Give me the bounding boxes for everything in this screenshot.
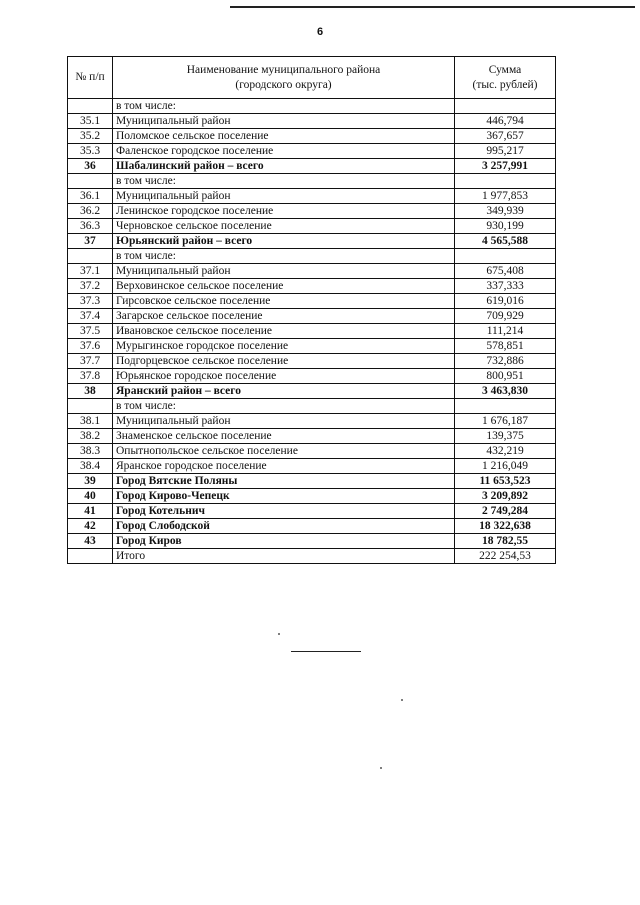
row-sum: [455, 174, 556, 189]
row-number: 37.5: [68, 324, 113, 339]
row-sum: 995,217: [455, 144, 556, 159]
row-sum: 18 782,55: [455, 534, 556, 549]
row-name: Юрьянское городское поселение: [113, 369, 455, 384]
row-sum: 578,851: [455, 339, 556, 354]
row-sum: [455, 399, 556, 414]
row-sum: 367,657: [455, 129, 556, 144]
table-row: [68, 99, 556, 114]
row-name: Город Котельнич: [113, 504, 455, 519]
table-row: [68, 369, 556, 384]
row-sum: 3 463,830: [455, 384, 556, 399]
row-number: [68, 249, 113, 264]
scan-speck: [401, 699, 403, 701]
row-name: Опытнопольское сельское поселение: [113, 444, 455, 459]
table-row: [68, 309, 556, 324]
row-name: в том числе:: [113, 174, 455, 189]
table-row: [68, 159, 556, 174]
row-number: 37.8: [68, 369, 113, 384]
table-row: [68, 534, 556, 549]
header-sum-line1: Сумма: [488, 63, 522, 76]
row-sum: 1 216,049: [455, 459, 556, 474]
table-row: [68, 174, 556, 189]
row-number: 37.4: [68, 309, 113, 324]
row-sum: 139,375: [455, 429, 556, 444]
row-sum: 111,214: [455, 324, 556, 339]
row-number: 36.1: [68, 189, 113, 204]
table-row: [68, 429, 556, 444]
row-name: Город Киров: [113, 534, 455, 549]
table-row: [68, 504, 556, 519]
table-row: [68, 189, 556, 204]
row-number: 37.3: [68, 294, 113, 309]
row-sum: 11 653,523: [455, 474, 556, 489]
row-name: Яранский район – всего: [113, 384, 455, 399]
budget-table: [67, 56, 556, 564]
header-sum-line2: (тыс. рублей): [472, 78, 538, 91]
row-number: 35.1: [68, 114, 113, 129]
row-number: 36.3: [68, 219, 113, 234]
table-row: [68, 489, 556, 504]
row-sum: [455, 99, 556, 114]
row-sum: [455, 249, 556, 264]
row-name: Город Слободской: [113, 519, 455, 534]
row-name: в том числе:: [113, 99, 455, 114]
header-name: [113, 57, 455, 99]
row-name: Поломское сельское поселение: [113, 129, 455, 144]
table-row: [68, 234, 556, 249]
row-name: Итого: [113, 549, 455, 564]
table-row: [68, 474, 556, 489]
row-number: 40: [68, 489, 113, 504]
row-sum: 4 565,588: [455, 234, 556, 249]
table-row: [68, 219, 556, 234]
row-number: 38.4: [68, 459, 113, 474]
row-name: в том числе:: [113, 249, 455, 264]
row-sum: 675,408: [455, 264, 556, 279]
row-name: Город Вятские Поляны: [113, 474, 455, 489]
scan-speck: [278, 633, 280, 635]
page-number: 6: [316, 26, 324, 38]
row-number: [68, 174, 113, 189]
row-name: Город Кирово-Чепецк: [113, 489, 455, 504]
row-name: Ленинское городское поселение: [113, 204, 455, 219]
row-sum: 2 749,284: [455, 504, 556, 519]
row-number: [68, 399, 113, 414]
row-name: Знаменское сельское поселение: [113, 429, 455, 444]
row-name: Черновское сельское поселение: [113, 219, 455, 234]
row-name: Муниципальный район: [113, 264, 455, 279]
row-number: 36: [68, 159, 113, 174]
table-row: [68, 324, 556, 339]
table-row: [68, 459, 556, 474]
table-row: [68, 204, 556, 219]
table-body: [68, 99, 556, 564]
row-sum: 619,016: [455, 294, 556, 309]
row-sum: 1 977,853: [455, 189, 556, 204]
row-sum: 3 257,991: [455, 159, 556, 174]
row-sum: 1 676,187: [455, 414, 556, 429]
table-row: [68, 294, 556, 309]
row-sum: 222 254,53: [455, 549, 556, 564]
row-number: 37.2: [68, 279, 113, 294]
row-sum: 732,886: [455, 354, 556, 369]
table-row: [68, 384, 556, 399]
row-number: 37: [68, 234, 113, 249]
row-number: 42: [68, 519, 113, 534]
table-row: [68, 129, 556, 144]
row-name: Фаленское городское поселение: [113, 144, 455, 159]
header-num-label: № п/п: [75, 71, 105, 83]
table-row: [68, 249, 556, 264]
row-number: 38.1: [68, 414, 113, 429]
row-name: Юрьянский район – всего: [113, 234, 455, 249]
header-name-line1: Наименование муниципального района: [186, 63, 381, 76]
table-row: [68, 144, 556, 159]
closing-rule: [291, 651, 361, 652]
table-row: [68, 114, 556, 129]
table-row: [68, 399, 556, 414]
table-row: [68, 414, 556, 429]
row-sum: 432,219: [455, 444, 556, 459]
row-number: 37.1: [68, 264, 113, 279]
row-number: 35.2: [68, 129, 113, 144]
row-name: Подгорцевское сельское поселение: [113, 354, 455, 369]
table-row: [68, 519, 556, 534]
row-name: Ивановское сельское поселение: [113, 324, 455, 339]
table-row: [68, 354, 556, 369]
row-name: Гирсовское сельское поселение: [113, 294, 455, 309]
row-name: Яранское городское поселение: [113, 459, 455, 474]
row-sum: 3 209,892: [455, 489, 556, 504]
row-name: Шабалинский район – всего: [113, 159, 455, 174]
row-number: 38.3: [68, 444, 113, 459]
row-number: 41: [68, 504, 113, 519]
row-name: в том числе:: [113, 399, 455, 414]
row-name: Загарское сельское поселение: [113, 309, 455, 324]
scan-speck: [380, 767, 382, 769]
row-sum: 349,939: [455, 204, 556, 219]
table-row: [68, 264, 556, 279]
row-number: 36.2: [68, 204, 113, 219]
row-number: 35.3: [68, 144, 113, 159]
table-row: [68, 444, 556, 459]
header-sum: [455, 57, 556, 99]
row-name: Муниципальный район: [113, 189, 455, 204]
table-row: [68, 279, 556, 294]
row-sum: 446,794: [455, 114, 556, 129]
header-name-line2: (городского округа): [235, 78, 332, 91]
row-number: 39: [68, 474, 113, 489]
row-sum: 18 322,638: [455, 519, 556, 534]
row-name: Верховинское сельское поселение: [113, 279, 455, 294]
row-name: Мурыгинское городское поселение: [113, 339, 455, 354]
header-num: [68, 57, 113, 99]
row-number: [68, 99, 113, 114]
table-row: [68, 549, 556, 564]
row-number: 37.7: [68, 354, 113, 369]
row-number: 37.6: [68, 339, 113, 354]
row-number: 38.2: [68, 429, 113, 444]
table-row: [68, 339, 556, 354]
row-number: 43: [68, 534, 113, 549]
row-number: 38: [68, 384, 113, 399]
row-sum: 337,333: [455, 279, 556, 294]
row-name: Муниципальный район: [113, 414, 455, 429]
row-sum: 930,199: [455, 219, 556, 234]
row-sum: 709,929: [455, 309, 556, 324]
row-sum: 800,951: [455, 369, 556, 384]
row-name: Муниципальный район: [113, 114, 455, 129]
top-rule: [230, 6, 635, 8]
row-number: [68, 549, 113, 564]
table-header-row: [68, 57, 556, 99]
